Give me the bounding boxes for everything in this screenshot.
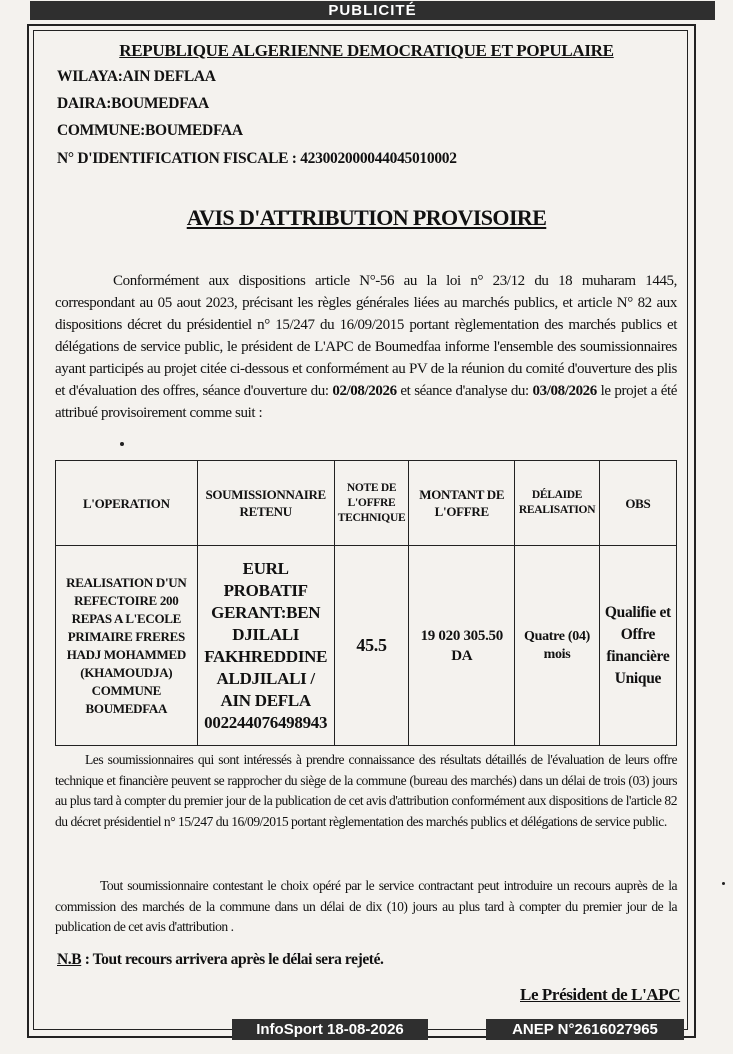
cell-operation: REALISATION D'UN REFECTOIRE 200 REPAS A L'ECOLE PRIMAIRE FRERES HADJ MOHAMMED (KHAMOUDJA) COMMUNE BOUMEDFAA [56, 546, 198, 746]
nb-note [57, 951, 384, 969]
intro-text-2: et séance d'analyse du: [396, 383, 533, 399]
cell-obs: Qualifie et Offre financière Unique [599, 546, 676, 746]
recours-text: Tout soumissionnaire contestant le choix opéré par le service contractant peut introduire un recours auprès de la commission des marchés de la commune dans un délai de dix (10) jours au plus tard à compter du premier jour de la publication de cet avis d'attribution . [55, 878, 677, 934]
nif-line: N° D'IDENTIFICATION FISCALE : 423002000044045010002 [57, 150, 457, 167]
footer-infosport: InfoSport 18-08-2026 [232, 1019, 428, 1040]
table-row [56, 546, 677, 746]
nb-label: N.B [57, 951, 82, 968]
analyse-date: 03/08/2026 [532, 383, 597, 399]
speck-dot [722, 882, 725, 885]
header-delai: DÉLAIDE REALISATION [515, 461, 600, 546]
cell-delai: Quatre (04) mois [515, 546, 600, 746]
header-operation: L'OPERATION [56, 461, 198, 546]
republic-title: REPUBLIQUE ALGERIENNE DEMOCRATIQUE ET POPULAIRE [119, 41, 614, 60]
header-note: NOTE DE L'OFFRE TECHNIQUE [334, 461, 409, 546]
cell-soumissionnaire: EURL PROBATIF GERANT:BEN DJILALI FAKHREDDINE ALDJILALI / AIN DEFLA 002244076498943 [197, 546, 334, 746]
wilaya-line: WILAYA:AIN DEFLAA [57, 68, 216, 85]
intro-text-1: Conformément aux dispositions article N°-56 au la loi n° 23/12 du 18 muharam 1445, correspondant au 05 aout 2023, précisant les règles générales liées au marchés publics, et article N° 82 aux dispositions décret du présidentiel n° 15/247 du 16/09/2015 portant règlementation des marchés publics et délégations de service public, le président de L'APC de Boumedfaa informe l'ensemble des soumissionnaires ayant participés au projet citée ci-dessous et conformément au PV de la réunion du comité d'ouverture des plis et d'évaluation des offres, séance d'ouverture du: [55, 273, 677, 399]
intro-text-3: le projet a été attribué provisoirement comme suit : [55, 383, 677, 421]
ouverture-date: 02/08/2026 [332, 383, 397, 399]
footer-anep: ANEP N°2616027965 [486, 1019, 684, 1040]
daira-line: DAIRA:BOUMEDFAA [57, 95, 209, 112]
commune-line: COMMUNE:BOUMEDFAA [57, 122, 243, 139]
cell-montant: 19 020 305.50 DA [409, 546, 515, 746]
header-soumissionnaire: SOUMISSIONNAIRE RETENU [197, 461, 334, 546]
avis-title: AVIS D'ATTRIBUTION PROVISOIRE [186, 205, 547, 230]
recours-paragraph [55, 876, 677, 938]
header-obs: OBS [599, 461, 676, 546]
results-text: Les soumissionnaires qui sont intéressés à prendre connaissance des résultats détaillés de l'évaluation de leurs offre technique et financière peuvent se rapprocher du siège de la commune (bureau des marchés) dans un délai de trois (03) jours au plus tard à compter du premier jour de la publication de cet avis d'attribution conformément aux dispositions de l'article 82 du décret présidentiel n° 15/247 du 16/09/2015 portant règlementation des marchés publics et délégations de service public. [55, 752, 677, 829]
speck-dot [120, 442, 124, 446]
cell-note: 45.5 [334, 546, 409, 746]
results-paragraph [55, 750, 677, 832]
attribution-table [55, 460, 677, 746]
header-montant: MONTANT DE L'OFFRE [409, 461, 515, 546]
nb-text: : Tout recours arrivera après le délai sera rejeté. [81, 951, 384, 968]
publicite-banner: PUBLICITÉ [30, 1, 715, 20]
intro-paragraph [55, 270, 677, 424]
signature: Le Président de L'APC [520, 985, 681, 1004]
table-header-row [56, 461, 677, 546]
